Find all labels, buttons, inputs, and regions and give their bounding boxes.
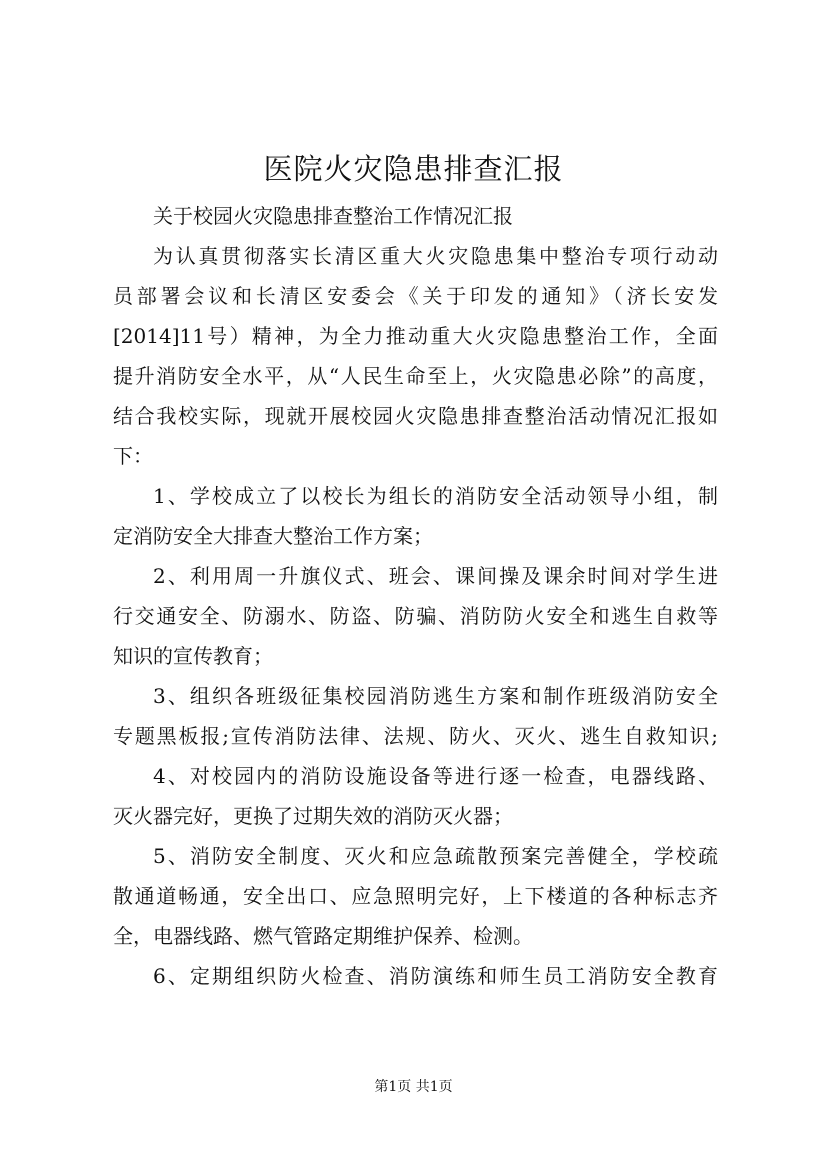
list-item-line: 全，电器线路、燃气管路定期维护保养、检测。 — [113, 924, 533, 948]
list-item-line: 1、学校成立了以校长为组长的消防安全活动领导小组，制 — [153, 484, 718, 508]
list-item-line: 专题黑板报;宣传消防法律、法规、防火、灭火、逃生自救知识; — [113, 724, 718, 748]
subtitle-line: 关于校园火灾隐患排查整治工作情况汇报 — [153, 204, 513, 228]
list-item-line: 知识的宣传教育； — [113, 644, 273, 668]
list-item-line: 定消防安全大排查大整治工作方案； — [113, 524, 433, 548]
paragraph-line: 下： — [113, 444, 153, 468]
list-item-line: 4、对校园内的消防设施设备等进行逐一检查，电器线路、 — [153, 764, 718, 788]
paragraph-line: [2014]11号）精神，为全力推动重大火灾隐患整治工作，全面 — [113, 324, 718, 348]
document-body — [113, 196, 718, 996]
page-footer: 第1页 共1页 — [374, 1079, 453, 1095]
list-item-line: 行交通安全、防溺水、防盗、防骗、消防防火安全和逃生自救等 — [113, 604, 718, 628]
paragraph-line: 为认真贯彻落实长清区重大火灾隐患集中整治专项行动动 — [153, 244, 718, 268]
list-item-line: 5、消防安全制度、灭火和应急疏散预案完善健全，学校疏 — [153, 844, 718, 868]
paragraph-line: 员部署会议和长清区安委会《关于印发的通知》（济长安发 — [113, 284, 718, 308]
list-item-line: 灭火器完好，更换了过期失效的消防灭火器； — [113, 804, 513, 828]
paragraph-line: 结合我校实际，现就开展校园火灾隐患排查整治活动情况汇报如 — [113, 404, 718, 428]
list-item-line: 3、组织各班级征集校园消防逃生方案和制作班级消防安全 — [153, 684, 718, 708]
list-item-line: 2、利用周一升旗仪式、班会、课间操及课余时间对学生进 — [153, 564, 718, 588]
document-title: 医院火灾隐患排查汇报 — [263, 152, 564, 186]
list-item-line: 散通道畅通，安全出口、应急照明完好，上下楼道的各种标志齐 — [113, 884, 718, 908]
list-item-line: 6、定期组织防火检查、消防演练和师生员工消防安全教育 — [153, 964, 718, 988]
paragraph-line: 提升消防安全水平，从“人民生命至上，火灾隐患必除”的高度， — [113, 364, 718, 388]
